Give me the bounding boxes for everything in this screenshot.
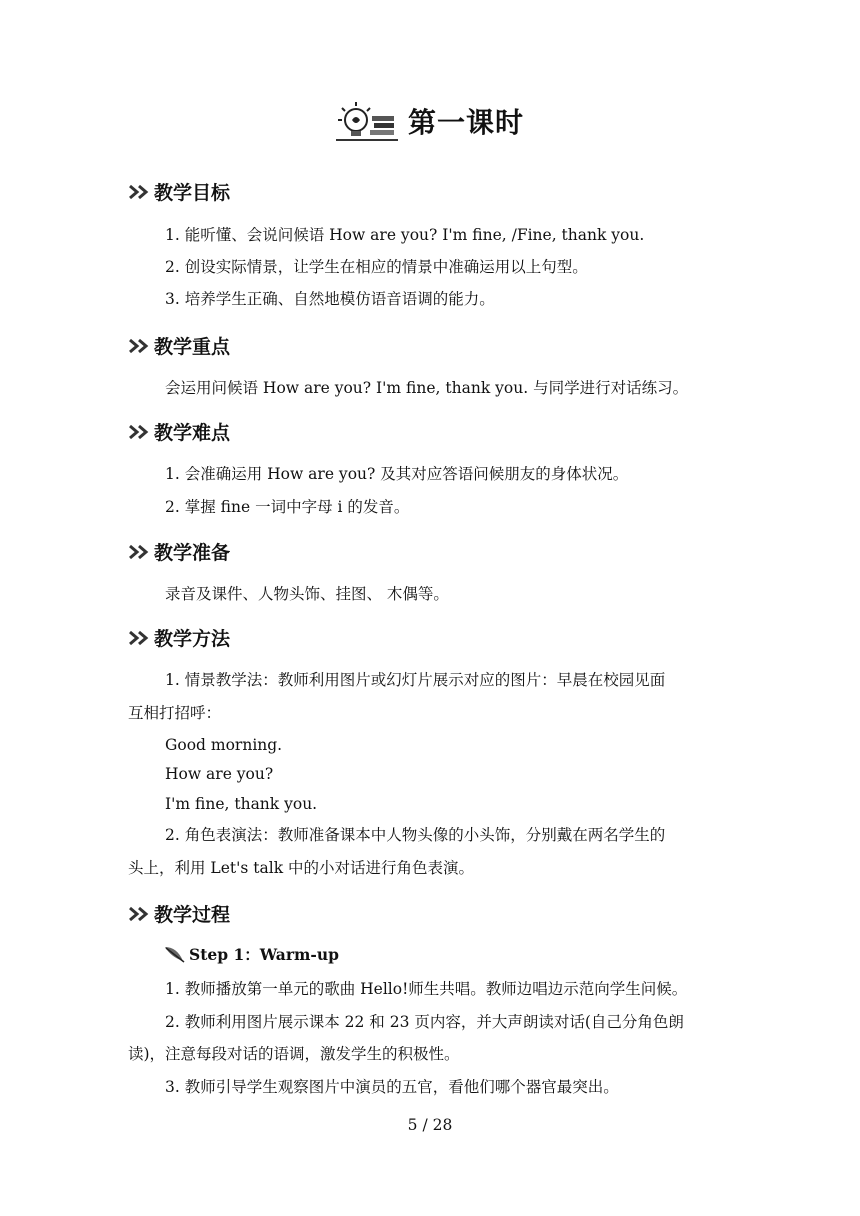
process-line-1: 1. 教师播放第一单元的歌曲 Hello!师生共唱。教师边唱边示范向学生问候。 [165, 980, 688, 998]
objectives-item-1: 1. 能听懂、会说问候语 How are you? I'm fine, /Fine, thank you. [165, 226, 645, 244]
section-heading-preparation: 教学准备 [128, 538, 230, 565]
methods-line-5: I'm fine, thank you. [165, 795, 318, 813]
title-block [0, 98, 860, 148]
objectives-item-3: 3. 培养学生正确、自然地模仿语音语调的能力。 [165, 290, 495, 308]
process-line-4: 3. 教师引导学生观察图片中演员的五官，看他们哪个器官最突出。 [165, 1078, 619, 1096]
page-title: 第一课时 [407, 106, 524, 139]
double-chevron-icon [128, 906, 152, 922]
process-line-2: 2. 教师利用图片展示课本 22 和 23 页内容，并大声朗读对话(自己分角色朗 [165, 1013, 684, 1031]
lightbulb-books-icon [336, 98, 398, 144]
section-heading-objectives: 教学目标 [128, 178, 230, 205]
double-chevron-icon [128, 338, 152, 354]
methods-line-6: 2. 角色表演法：教师准备课本中人物头像的小头饰，分别戴在两名学生的 [165, 826, 666, 844]
section-heading-key-points: 教学重点 [128, 332, 230, 359]
difficulties-item-2: 2. 掌握 fine 一词中字母 i 的发音。 [165, 498, 410, 516]
methods-line-4: How are you? [165, 765, 274, 783]
process-line-3: 读)，注意每段对话的语调，激发学生的积极性。 [128, 1045, 460, 1063]
section-heading-process: 教学过程 [128, 900, 230, 927]
methods-line-2: 互相打招呼： [128, 704, 222, 722]
key-points-item-1: 会运用问候语 How are you? I'm fine, thank you. 与同学进行对话练习。 [165, 379, 689, 397]
double-chevron-icon [128, 544, 152, 560]
step-heading: Step 1：Warm-up [163, 943, 339, 965]
methods-line-7: 头上，利用 Let's talk 中的小对话进行角色表演。 [128, 859, 475, 877]
preparation-item-1: 录音及课件、人物头饰、挂图、 木偶等。 [165, 585, 449, 603]
difficulties-item-1: 1. 会准确运用 How are you? 及其对应答语问候朋友的身体状况。 [165, 465, 629, 483]
page-number: 5 / 28 [407, 1116, 453, 1134]
double-chevron-icon [128, 184, 152, 200]
objectives-item-2: 2. 创设实际情景，让学生在相应的情景中准确运用以上句型。 [165, 258, 588, 276]
methods-line-1: 1. 情景教学法：教师利用图片或幻灯片展示对应的图片：早晨在校园见面 [165, 671, 666, 689]
methods-line-3: Good morning. [165, 736, 283, 754]
section-heading-methods: 教学方法 [128, 624, 230, 651]
double-chevron-icon [128, 630, 152, 646]
double-chevron-icon [128, 424, 152, 440]
section-heading-difficulties: 教学难点 [128, 418, 230, 445]
feather-pen-icon [163, 945, 185, 963]
